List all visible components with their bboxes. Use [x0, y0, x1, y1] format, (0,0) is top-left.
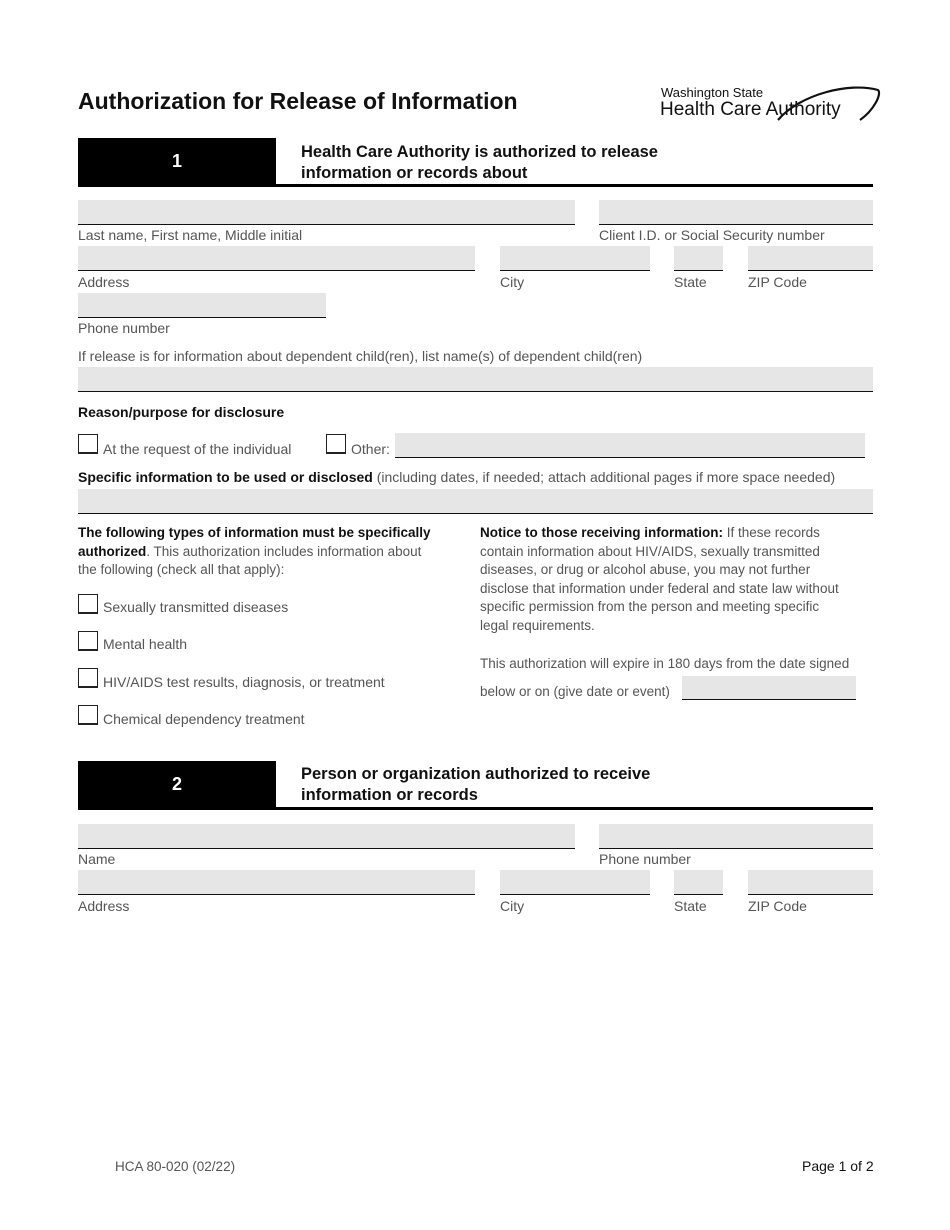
other-reason-field[interactable] — [395, 433, 865, 458]
section-1-heading-line2: information or records about — [301, 164, 528, 182]
recipient-city-field[interactable] — [500, 870, 650, 895]
recipient-name-field[interactable] — [78, 824, 575, 849]
specific-info-field[interactable] — [78, 489, 873, 514]
logo-swoosh-icon — [660, 84, 885, 128]
expire-line1: This authorization will expire in 180 days from the date signed — [480, 656, 850, 671]
recipient-city-label: City — [500, 898, 525, 914]
other-reason-label: Other: — [351, 441, 390, 457]
specific-info-bold: Specific information to be used or disclosed — [78, 469, 373, 485]
recipient-state-field[interactable] — [674, 870, 723, 895]
page-title: Authorization for Release of Information — [78, 88, 518, 114]
address-field[interactable] — [78, 246, 475, 271]
types-intro-bold1: The following types of information must be specifically — [78, 525, 431, 540]
city-label: City — [500, 274, 525, 290]
logo-line2: Health Care Authority — [660, 99, 841, 120]
name-field[interactable] — [78, 200, 575, 225]
recipient-address-label: Address — [78, 898, 130, 914]
recipient-zip-label: ZIP Code — [748, 898, 807, 914]
mental-health-label: Mental health — [103, 636, 188, 652]
zip-label: ZIP Code — [748, 274, 807, 290]
phone-field[interactable] — [78, 293, 326, 318]
client-id-label: Client I.D. or Social Security number — [599, 227, 825, 243]
specific-info-label — [78, 469, 835, 485]
mental-health-checkbox[interactable] — [78, 631, 98, 651]
client-id-field[interactable] — [599, 200, 873, 225]
section-1-rule — [78, 184, 873, 187]
notice-line-3: disclose that information under federal and state law without — [480, 580, 839, 596]
recipient-phone-field[interactable] — [599, 824, 873, 849]
city-field[interactable] — [500, 246, 650, 271]
state-field[interactable] — [674, 246, 723, 271]
name-label: Last name, First name, Middle initial — [78, 227, 303, 243]
chemical-dependency-checkbox[interactable] — [78, 705, 98, 725]
phone-label: Phone number — [78, 320, 170, 336]
individual-request-label: At the request of the individual — [103, 441, 292, 457]
logo-line1: Washington State — [661, 85, 764, 100]
section-2-number: 2 — [78, 761, 276, 807]
std-checkbox[interactable] — [78, 594, 98, 614]
types-intro — [78, 524, 463, 580]
section-1-heading — [301, 142, 801, 184]
reason-heading: Reason/purpose for disclosure — [78, 404, 285, 420]
hca-logo — [660, 84, 885, 128]
page-number: Page 1 of 2 — [802, 1158, 874, 1174]
recipient-state-label: State — [674, 898, 707, 914]
notice-line-1: contain information about HIV/AIDS, sexually transmitted — [480, 543, 820, 559]
std-label: Sexually transmitted diseases — [103, 599, 289, 615]
zip-field[interactable] — [748, 246, 873, 271]
notice-line-2: diseases, or drug or alcohol abuse, you may not further — [480, 562, 811, 577]
section-2-heading-line2: information or records — [301, 786, 478, 804]
other-reason-checkbox[interactable] — [326, 434, 346, 454]
section-2-heading — [301, 764, 801, 806]
types-intro-rest2: the following (check all that apply): — [78, 562, 285, 577]
dependent-field[interactable] — [78, 367, 873, 392]
recipient-name-label: Name — [78, 851, 116, 867]
individual-request-checkbox[interactable] — [78, 434, 98, 454]
expire-line2: below or on (give date or event) — [480, 684, 670, 699]
expire-date-field[interactable] — [682, 676, 856, 700]
specific-info-rest: (including dates, if needed; attach additional pages if more space needed) — [372, 469, 836, 485]
types-intro-bold2: authorized — [78, 543, 147, 559]
hiv-aids-label: HIV/AIDS test results, diagnosis, or treatment — [103, 674, 385, 690]
recipient-zip-field[interactable] — [748, 870, 873, 895]
notice-line-4: specific permission from the person and meeting specific — [480, 599, 820, 614]
notice-line-0: If these records — [723, 525, 820, 540]
dependent-label: If release is for information about dependent child(ren), list name(s) of dependent child(ren) — [78, 348, 643, 364]
recipient-phone-label: Phone number — [599, 851, 691, 867]
section-2-rule — [78, 807, 873, 810]
notice-line-5: legal requirements. — [480, 617, 595, 633]
address-label: Address — [78, 274, 130, 290]
section-1-number: 1 — [78, 138, 276, 184]
recipient-address-field[interactable] — [78, 870, 475, 895]
chemical-dependency-label: Chemical dependency treatment — [103, 711, 305, 727]
hiv-aids-checkbox[interactable] — [78, 668, 98, 688]
section-2-heading-line1: Person or organization authorized to receive — [301, 765, 651, 783]
section-1-heading-line1: Health Care Authority is authorized to release — [301, 143, 658, 161]
state-label: State — [674, 274, 707, 290]
form-id: HCA 80-020 (02/22) — [115, 1159, 236, 1174]
notice-text — [480, 524, 875, 635]
notice-bold: Notice to those receiving information: — [480, 525, 724, 540]
types-intro-rest1: . This authorization includes information about — [146, 543, 422, 559]
